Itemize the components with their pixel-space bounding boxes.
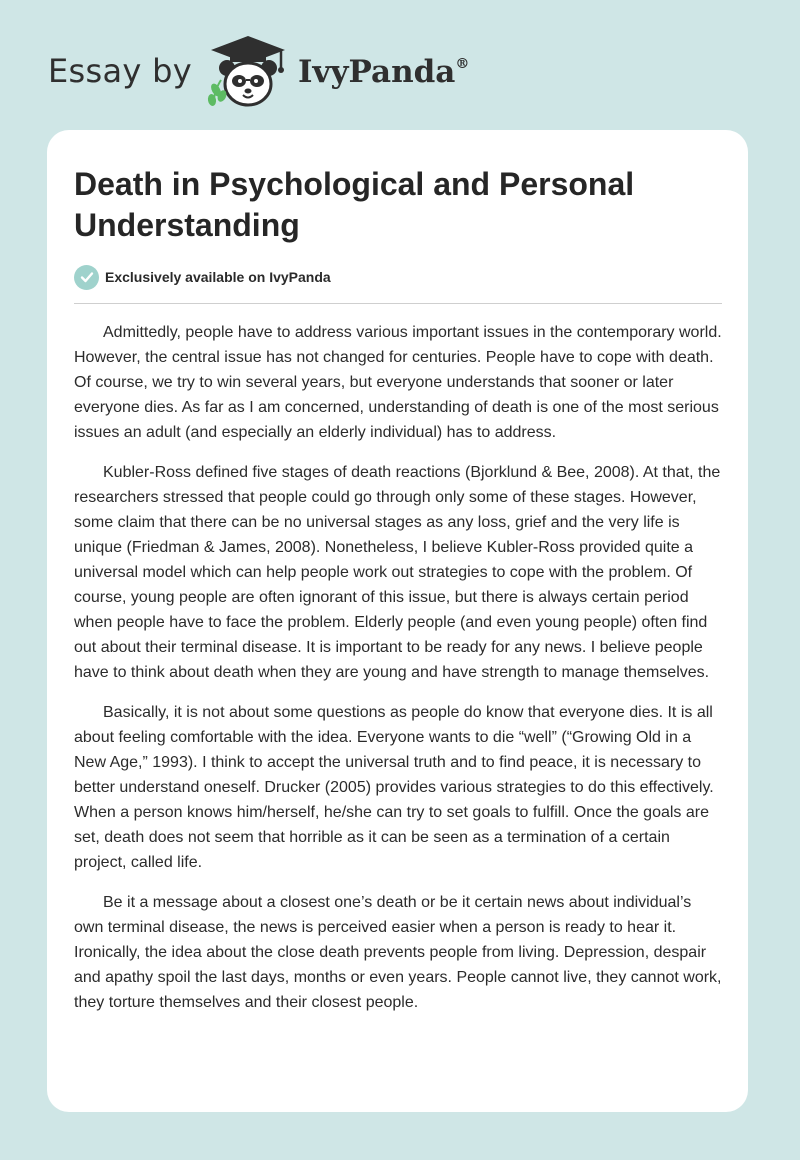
exclusive-badge-label: Exclusively available on IvyPanda — [105, 269, 331, 285]
panda-graduate-icon — [203, 34, 293, 108]
checkmark-icon — [74, 265, 99, 290]
essay-body — [74, 320, 724, 1030]
essay-title: Death in Psychological and Personal Understanding — [74, 166, 635, 243]
divider — [74, 303, 722, 304]
paragraph: Kubler-Ross defined five stages of death reactions (Bjorklund & Bee, 2008). At that, the researchers stressed that people could go through only some of these stages. However, some claim that there can be no universal stages as any loss, grief and the very life is unique (Friedman & James, 2008). Nonetheless, I believe Kubler-Ross provided quite a universal model which can help people work out strategies to cope with the problem. Of course, young people are often ignorant of this issue, but there is always certain period when people have to face the problem. Elderly people (and even young people) often find out about their terminal disease. It is important to be ready for any news. I believe people have to think about death when they are young and have strength to manage themselves. — [74, 464, 721, 681]
paragraph: Admittedly, people have to address various important issues in the contemporary world. However, the central issue has not changed for centuries. People have to cope with death. Of course, we try to win several years, but everyone understands that sooner or later everyone dies. As far as I am concerned, understanding of death is one of the most serious issues an adult (and especially an elderly individual) has to address. — [74, 324, 722, 441]
essay-by-label: Essay by — [48, 52, 192, 90]
exclusive-badge — [74, 264, 331, 290]
paragraph: Be it a message about a closest one’s death or be it certain news about individual’s own terminal disease, the news is perceived easier when a person is ready to hear it. Ironically, the idea about the close death prevents people from living. Depression, despair and apathy spoil the last days, months or even years. People cannot live, they cannot work, they torture themselves and their closest people. — [74, 894, 722, 1011]
paragraph: Basically, it is not about some questions as people do know that everyone dies. It is all about feeling comfortable with the idea. Everyone wants to die “well” (“Growing Old in a New Age,” 1993). I think to accept the universal truth and to find peace, it is necessary to better understand oneself. Drucker (2005) provides various strategies to do this effectively. When a person knows him/herself, he/she can try to set goals to fulfill. Once the goals are set, death does not seem that horrible as it can be seen as a termination of a certain project, called life. — [74, 704, 714, 871]
brand-name: IvyPanda® — [298, 54, 470, 90]
essay-card — [47, 130, 748, 1112]
site-header — [48, 34, 468, 108]
